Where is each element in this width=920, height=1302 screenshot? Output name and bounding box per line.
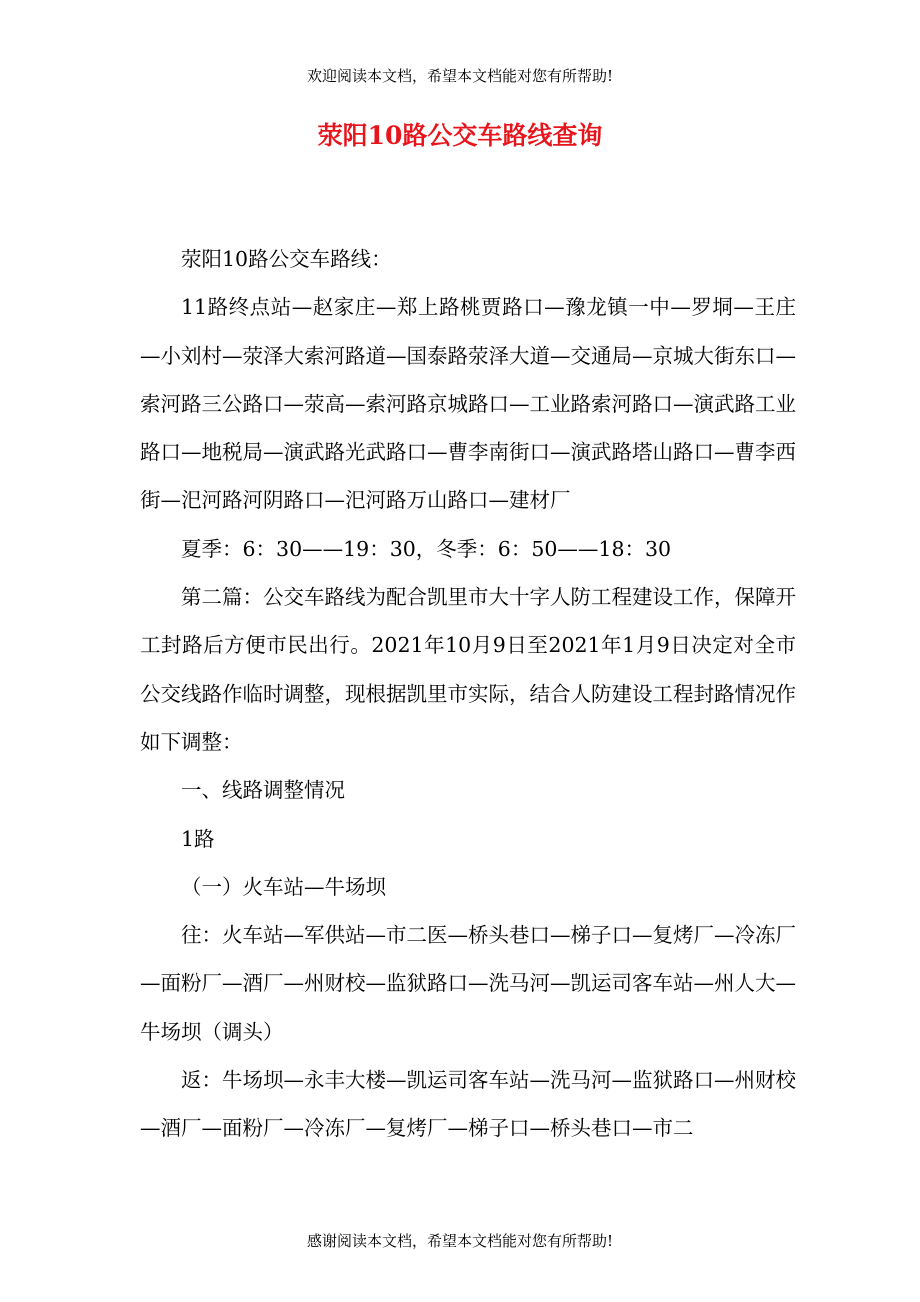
paragraph-line-1-label: 1路: [181, 826, 215, 851]
paragraph-section-heading: 一、线路调整情况: [181, 778, 345, 803]
page-footer-note: 感谢阅读本文档，希望本文档能对您有所帮助!: [306, 1232, 614, 1250]
paragraph-outbound-route: 往：火车站—军供站—市二医—桥头巷口—梯子口—复烤厂—冷冻厂—面粉厂—酒厂—州财校—监狱路口—洗马河—凯运司客车站—州人大—牛场坝（调头）: [140, 923, 796, 1044]
paragraph-line-1-segment: （一）火车站—牛场坝: [181, 874, 386, 899]
document-body: [140, 235, 796, 1153]
document-title: 荥阳10路公交车路线查询: [317, 121, 603, 150]
paragraph-route-heading: 荥阳10路公交车路线：: [181, 247, 392, 271]
page-header-note: 欢迎阅读本文档，希望本文档能对您有所帮助!: [306, 67, 614, 85]
paragraph-return-route: 返：牛场坝—永丰大楼—凯运司客车站—洗马河—监狱路口—州财校—酒厂—面粉厂—冷冻厂—复烤厂—梯子口—桥头巷口—市二: [140, 1068, 796, 1141]
paragraph-second-article-intro: 第二篇：公交车路线为配合凯里市大十字人防工程建设工作，保障开工封路后方便市民出行。2021年10月9日至2021年1月9日决定对全市公交线路作临时调整，现根据凯里市实际，结合人防建设工程封路情况作如下调整：: [140, 585, 796, 754]
paragraph-schedule: 夏季：6：30——19：30，冬季：6：50——18：30: [181, 536, 672, 561]
paragraph-route-stops: 11路终点站—赵家庄—郑上路桃贾路口—豫龙镇一中—罗垌—王庄—小刘村—荥泽大索河路道—国泰路荥泽大道—交通局—京城大街东口—索河路三公路口—荥高—索河路京城路口—工业路索河路口—演武路工业路口—地税局—演武路光武路口—曹李南街口—演武路塔山路口—曹李西街—汜河路河阴路口—汜河路万山路口—建材厂: [140, 295, 796, 513]
